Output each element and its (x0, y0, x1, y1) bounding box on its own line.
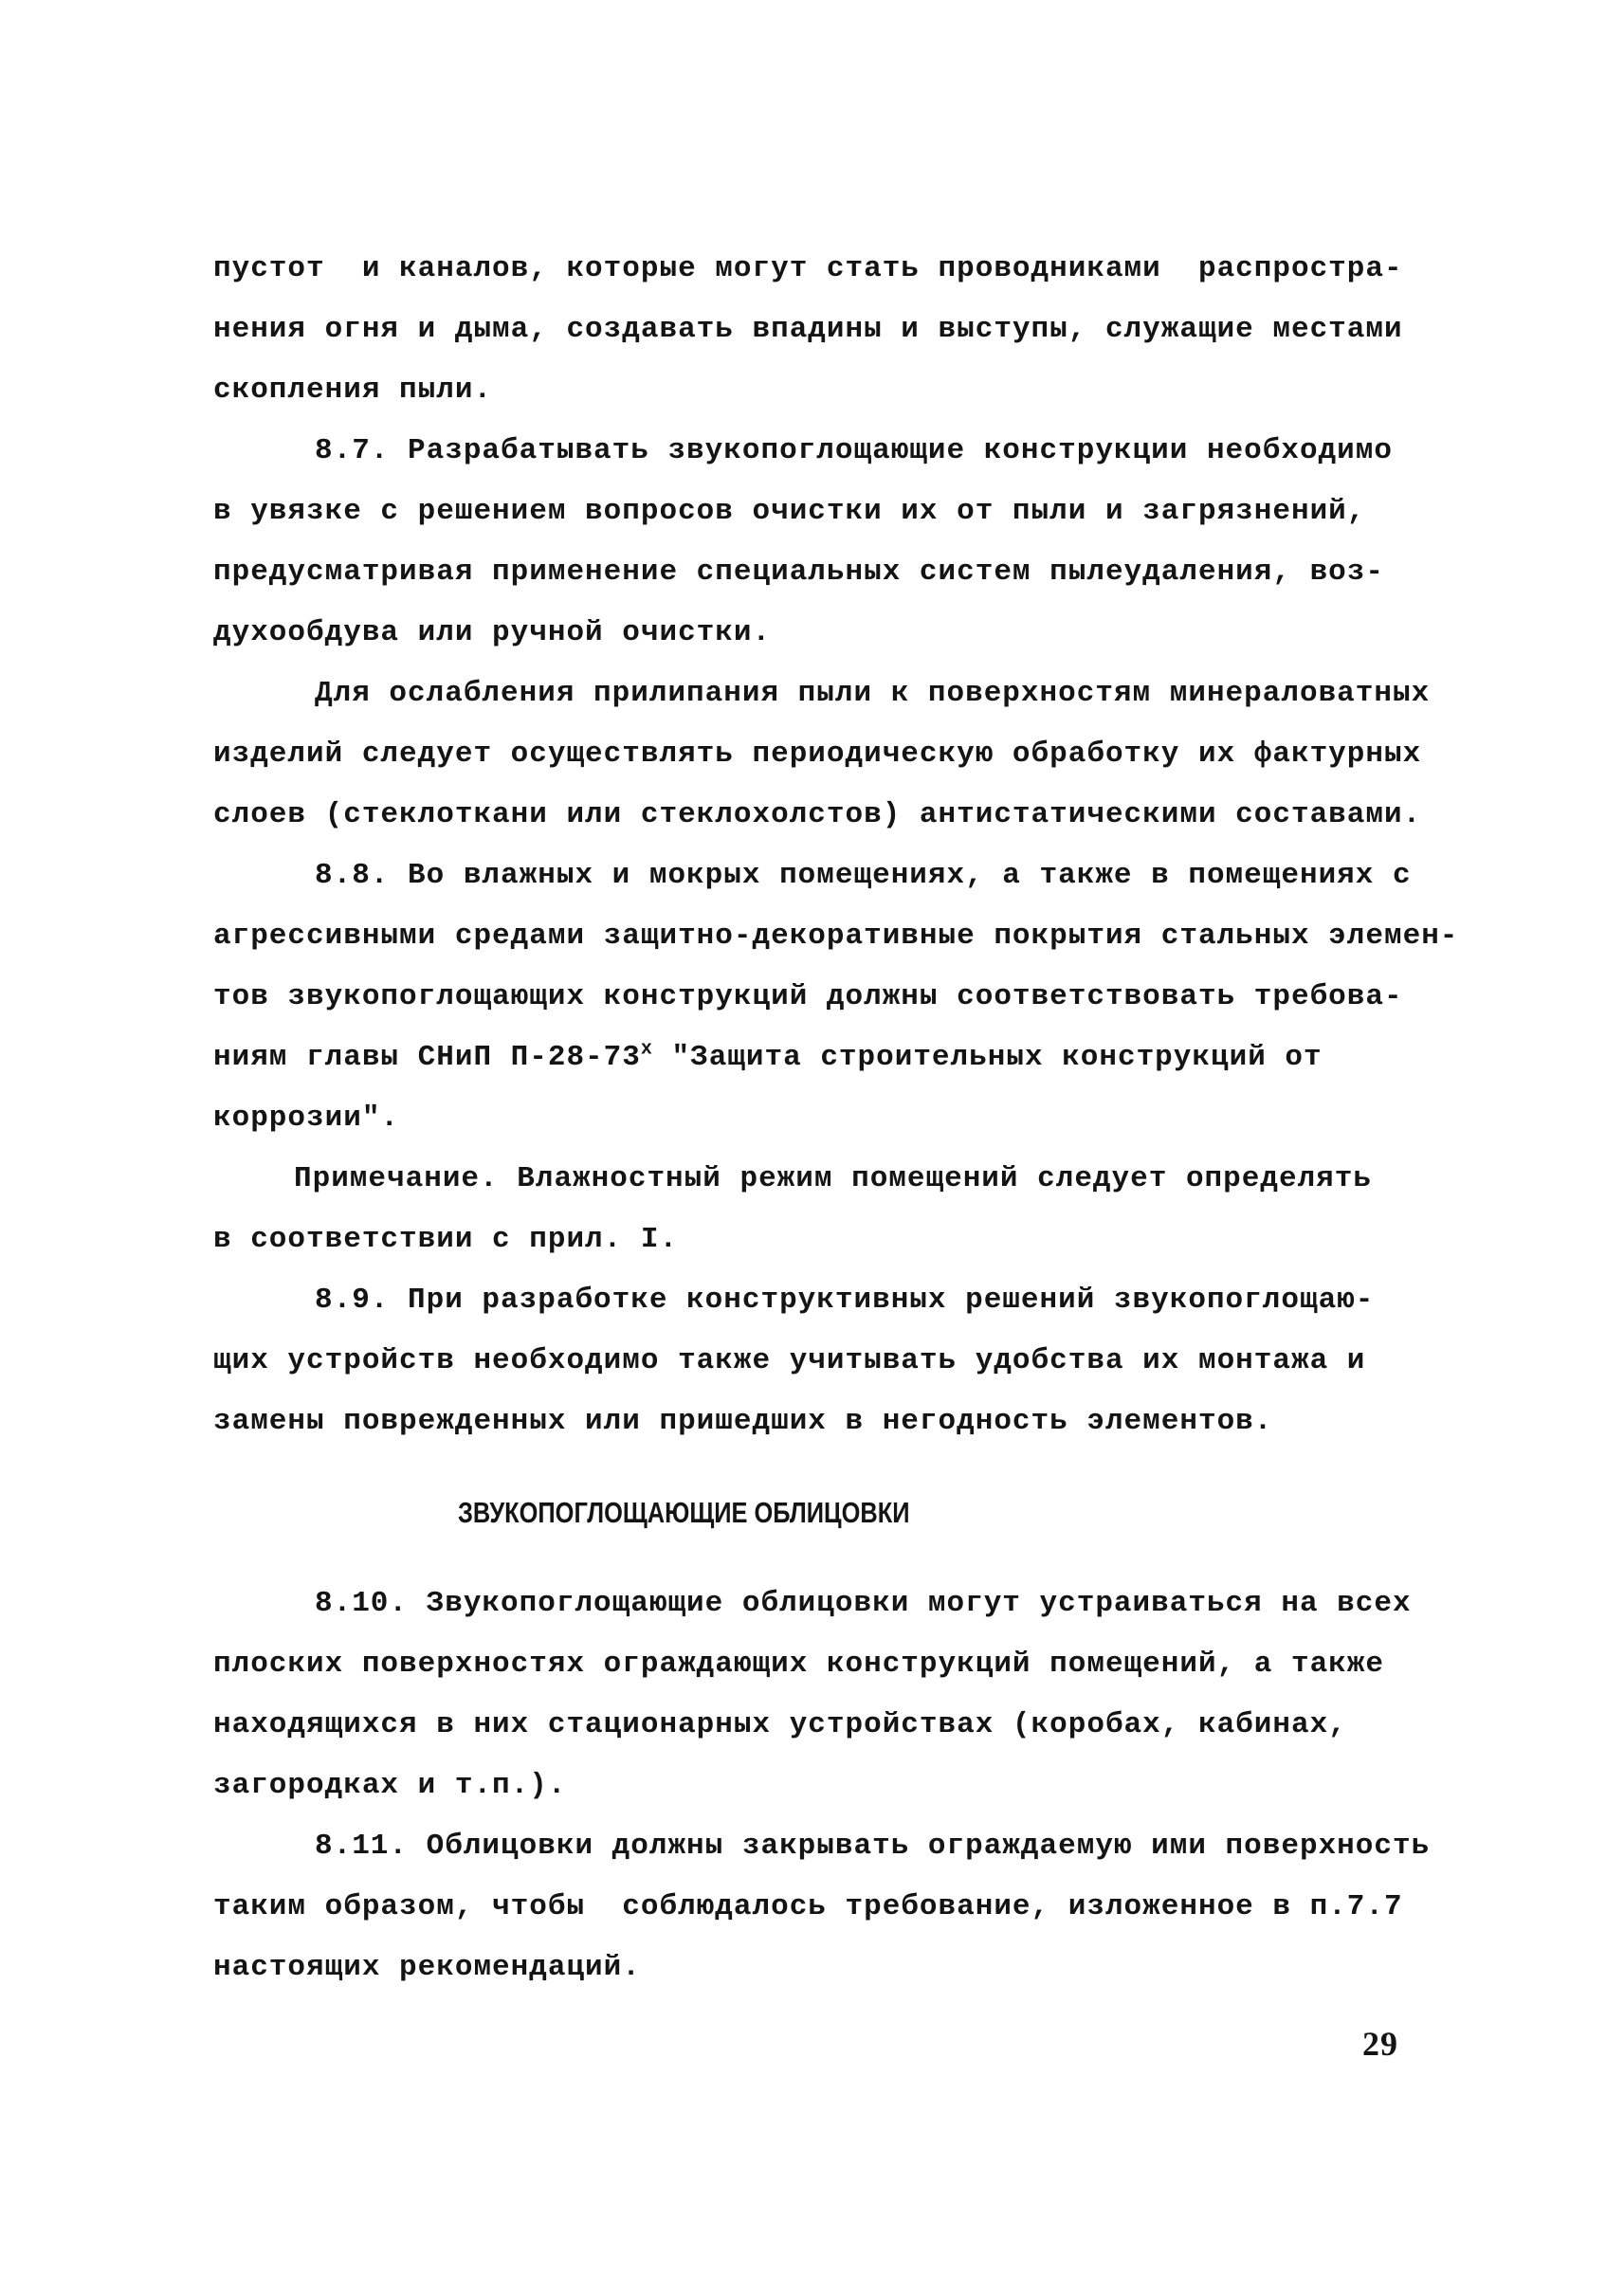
note-line: Примечание. Влажностный режим помещений следует определять (294, 1162, 1372, 1195)
paragraph-8-7-start: 8.7. Разрабатывать звукопоглощающие конструкции необходимо (315, 434, 1393, 467)
snip-reference-line (213, 1039, 1323, 1077)
text-line: загородках и т.п.). (213, 1769, 567, 1802)
text-line: настоящих рекомендаций. (213, 1951, 641, 1984)
paragraph-dust-start: Для ослабления прилипания пыли к поверхностям минераловатных (315, 677, 1431, 710)
text-line: замены поврежденных или пришедших в негодность элементов. (213, 1405, 1273, 1438)
text-line: духообдува или ручной очистки. (213, 616, 772, 649)
snip-superscript: х (640, 1038, 653, 1061)
text-line: скопления пыли. (213, 373, 493, 407)
paragraph-8-9-start: 8.9. При разработке конструктивных решений звукопоглощаю- (315, 1284, 1375, 1317)
paragraph-8-10-start: 8.10. Звукопоглощающие облицовки могут устраиваться на всех (315, 1587, 1412, 1620)
text-line: предусматривая применение специальных систем пылеудаления, воз- (213, 556, 1384, 589)
text-line: находящихся в них стационарных устройствах (коробах, кабинах, (213, 1708, 1347, 1741)
snip-text-before: ниям главы СНиП П-28-73 (213, 1041, 641, 1074)
text-line: тов звукопоглощающих конструкций должны соответствовать требова- (213, 980, 1403, 1013)
text-line: коррозии". (213, 1102, 400, 1135)
text-line: плоских поверхностях ограждающих конструкций помещений, а также (213, 1648, 1384, 1681)
text-line: агрессивными средами защитно-декоративные покрытия стальных элемен- (213, 920, 1459, 953)
page-number: 29 (1362, 2025, 1398, 2063)
section-heading: ЗВУКОПОГЛОЩАЮЩИЕ ОБЛИЦОВКИ (458, 1496, 910, 1529)
text-line: в соответствии с прил. I. (213, 1223, 679, 1256)
text-line: изделий следует осуществлять периодическую обработку их фактурных (213, 738, 1422, 771)
text-line: слоев (стеклоткани или стеклохолстов) антистатическими составами. (213, 798, 1422, 831)
text-line: нения огня и дыма, создавать впадины и выступы, служащие местами (213, 313, 1403, 346)
text-line: щих устройств необходимо также учитывать удобства их монтажа и (213, 1344, 1366, 1377)
paragraph-8-11-start: 8.11. Облицовки должны закрывать ограждаемую ими поверхность (315, 1830, 1431, 1863)
text-line: таким образом, чтобы соблюдалось требование, изложенное в п.7.7 (213, 1890, 1403, 1923)
text-line: пустот и каналов, которые могут стать проводниками распростра- (213, 252, 1403, 285)
text-line: в увязке с решением вопросов очистки их от пыли и загрязнений, (213, 495, 1366, 528)
paragraph-8-8-start: 8.8. Во влажных и мокрых помещениях, а также в помещениях с (315, 859, 1412, 892)
snip-text-after: "Защита строительных конструкций от (652, 1041, 1323, 1074)
